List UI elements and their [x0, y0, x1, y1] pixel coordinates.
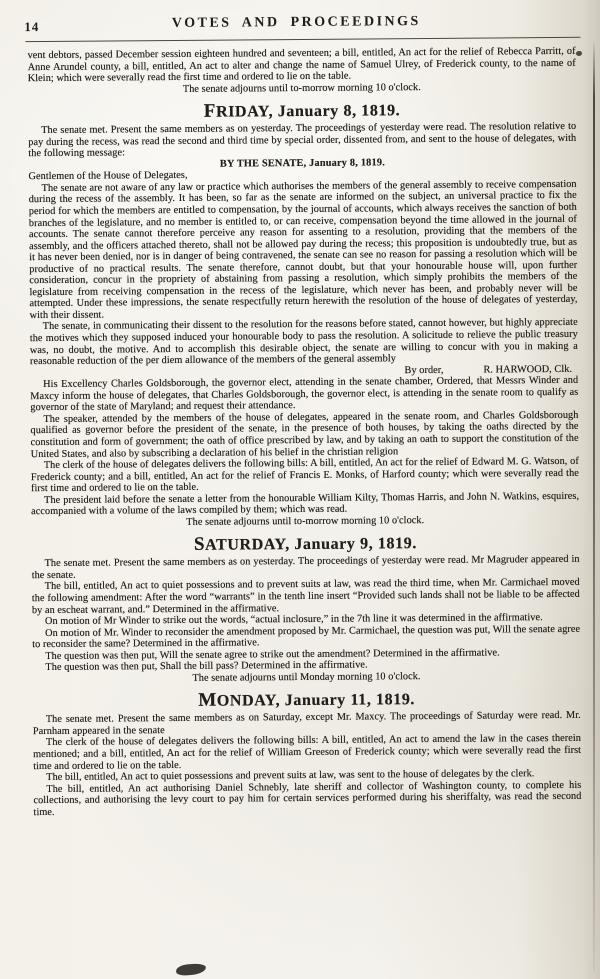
paragraph-strike-actual-inclosure: On motion of Mr Winder to strike out the words, “actual inclosure,” in the 7th line it was determined in the affirmative.	[44, 612, 543, 628]
page-header	[0, 0, 596, 42]
paragraph-senate-message-2: The senate, in communicating their dissent to the resolution for the reasons before stated, cannot however, but highly appreciate the motives which they supposed induced your honourable body to pass the resolution. A solicitude to relieve the public treasury was, no doubt, the motive. And to accomplish this desirable object, the senate are willing to concur with you in making a reasonable reduction of the per diem allowance of the members of the general assembly	[29, 317, 578, 368]
clerk-signature: R. HARWOOD, Clk.	[483, 363, 573, 376]
heading-friday: FRIDAY, January 8, 1819.	[203, 100, 401, 122]
paragraph-saturday-proceedings: The senate met. Present the same members as on yesterday. The proceedings of yesterday were read. Mr Magruder appeared in the senate.	[31, 554, 580, 581]
adjournment-line-3: The senate adjourns until Monday morning 10 o'clock.	[192, 670, 421, 684]
paragraph-insolvent-debtors: vent debtors, passed December session eighteen hundred and seventeen; a bill, entitled, An act for the relief of Rebecca Parritt, of Anne Arundel county, a bill, entitled, An act to alter and change the name of Samuel Ulrey, of Frederick county, to the name of Klein; which were severally read the first time and ordered to lie on the table.	[27, 45, 576, 85]
paragraph-monday-proceedings: The senate met. Present the same members as on Saturday, except Mr. Maxcy. The proceedings of Saturday were read. Mr. Parnham appeared in the senate	[32, 710, 581, 737]
paragraph-kilty-letter: The president laid before the senate a letter from the honourable William Kilty, Thomas Harris, and John N. Watkins, esquires, accompanied with a volume of the laws compiled by them; which was read.	[31, 490, 580, 518]
paragraph-quiet-possessions-amendment: The bill, entitled, An act to quiet possessions and to prevent suits at law, was read the third time, when Mr. Carmichael moved the following amendment: After the word “warrants” in the tenth line insert “Provided such lands shall not be liable to be affected by an escheat warrant, and.” Determined in the affirmative.	[31, 577, 580, 616]
by-order-label: By order,	[404, 364, 444, 376]
adjournment-line-1: The senate adjourns until to-morrow morning 10 o'clock.	[182, 81, 421, 95]
heading-monday: MONDAY, January 11, 1819.	[198, 690, 416, 712]
heading-saturday: SATURDAY, January 9, 1819.	[193, 534, 417, 556]
paragraph-schnebly-bill: The bill, entitled, An act authorising Daniel Schnebly, late sheriff and collector of Washington county, to complete his collections, and authorising the levy court to pay him for certain services performed during his sheriffalty, was read the second time.	[33, 779, 582, 818]
paragraph-governor-elect: His Excellency Charles Goldsborough, the governor elect, attending in the senate chamber, Ordered, that Messrs Winder and Maxcy inform the house of delegates, that Charles Goldsborough, the governor elect, is attending in the senate room to qualify as governor of the state of Maryland; and request their attendance.	[30, 375, 579, 414]
salutation-line: Gentlemen of the House of Delegates,	[28, 170, 188, 183]
paragraph-strike-amendment-question: The question was then put, Will the senate agree to strike out the amendment? Determined in the affirmative.	[45, 647, 500, 662]
adjournment-line-2: The senate adjourns until to-morrow morning 10 o'clock.	[186, 514, 425, 528]
page-number: 14	[24, 19, 40, 35]
page-body	[0, 38, 600, 819]
paragraph-friday-proceedings: The senate met. Present the same members as on yesterday. The proceedings of yesterday were read. The resolution relative to pay during the recess, was read the second and third time by special order, dissented from, and sent to the house of delegates, with the following message:	[28, 121, 577, 160]
paragraph-bills-delivered-friday: The clerk of the house of delegates delivers the following bills: A bill, entitled, An act for the relief of Edward M. G. Watson, of Frederick county; and a bill, entitled, An act for the relief of Francis E. Monks, of Harford county; which were severally read the first time and ordered to lie on the table.	[30, 455, 579, 495]
paragraph-bills-delivered-monday: The clerk of the house of delegates delivers the following bills: A bill, entitled, An act to amend the law in the cases therein mentioned; and a bill, entitled, An act for the relief of William Greeson of Frederick county; which were severally read the first time and ordered to lie on the table.	[33, 733, 582, 772]
paragraph-senate-message-1: The senate are not aware of any law or practice which authorises the members of the general assembly to receive compensation during the recess of the assembly. It has been, so far as the senate are informed on the subject, an universal practice to fix the period for which the members are entitled to compensation, by the journal of accounts, which always receives the sanction of both branches of the legislature, and no member is entitled to, or can receive, compensation beyond the time allowed in the journal of accounts. The senate cannot therefore perceive any reason for assenting to a resolution, providing that the members of the assembly, and the officers attached thereto, shall not be allowed pay during the recess; this proposition is undoubtedly true, but as it has never been denied, nor is in danger of being contravened, the senate can see no reason for passing a resolution which will be productive of no practical results. The senate therefore, cannot doubt, but that your honourable house will, upon further consideration, concur in the propriety of abstaining from passing a resolution, which simply prohibits the members of the legislature from receiving compensation in the recess of the legislature, which never has been, and probably never will be attempted. Under these impressions, the senate respectfully return herewith the resolution of the house of delegates of yesterday, with their dissent.	[28, 178, 578, 322]
page-title: VOTES AND PROCEEDINGS	[171, 14, 421, 31]
paragraph-reconsider-amendment: On motion of Mr. Winder to reconsider the amendment proposed by Mr. Carmichael, the question was put, Will the senate agree to reconsider the same? Determined in the affirmative.	[32, 623, 581, 651]
paragraph-bill-pass-question: The question was then put, Shall the bill pass? Determined in the affirmative.	[45, 659, 368, 674]
by-the-senate-line: BY THE SENATE, January 8, 1819.	[219, 157, 386, 170]
scan-spine-edge	[593, 42, 595, 971]
paragraph-governor-qualification: The speaker, attended by the members of the house of delegates, appeared in the senate room, and Charles Goldsborough qualified as governor before the president of the senate, in the presence of both houses, by taking the oaths directed by the constitution and form of government; the oath of office prescribed by law, and by taking an oath to support the constitution of the United States, and also by subscribing a declaration of his belief in the christian religion	[30, 409, 579, 460]
paragraph-quiet-possessions-sent: The bill, entitled, An act to quiet possessions and prevent suits at law, was sent to the house of delegates by the clerk.	[46, 768, 535, 784]
